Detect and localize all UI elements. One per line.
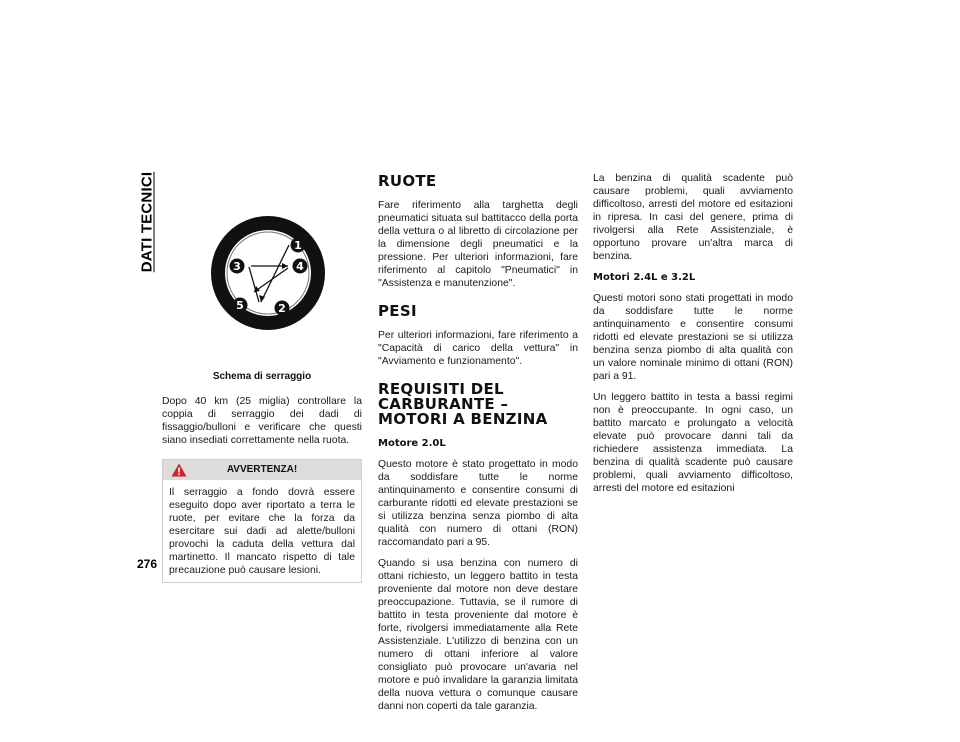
tightening-diagram — [162, 172, 362, 370]
nut-label-4: 4 — [296, 260, 304, 273]
heading-motori-24-32: Motori 2.4L e 3.2L — [593, 272, 696, 283]
motori2432-paragraph-2: Un leggero battito in testa a bassi regimi non è preoccupante. In ogni caso, un battito marcato e prolungato a velocità elevate può provocare danni tali da richiedere assistenza immediata. La benzina di qualità scadente può causare problemi, quali avviamento difficoltoso, arresti del motore ed esitazioni — [593, 392, 793, 494]
nut-label-2: 2 — [278, 302, 286, 315]
heading-carburante: REQUISITI DEL CARBURANTE – MOTORI A BENZINA — [378, 380, 548, 428]
column-middle — [378, 172, 578, 721]
column-left — [162, 172, 362, 583]
nut-label-5: 5 — [236, 299, 244, 312]
ruote-paragraph: Fare riferimento alla targhetta degli pneumatici situata sul battitacco della porta della vettura o al libretto di circolazione per la dimensione degli pneumatici e la pressione. Per ulteriori informazioni, fare riferimento al capitolo "Pneumatici" in "Assistenza e manutenzione". — [378, 200, 578, 289]
motore20-paragraph-3: La benzina di qualità scadente può causare problemi, quali avviamento difficoltoso, arresti del motore ed esitazioni in ripresa. In casi del genere, prima di rivolgersi alla Rete Assistenziale, è opportuno provare un'altra marca di benzina. — [593, 173, 793, 262]
section-title-text: DATI TECNICI — [138, 171, 156, 273]
motore20-paragraph-2: Quando si usa benzina con numero di ottani richiesto, un leggero battito in testa proveniente dal motore non deve destare preoccupazione. Tuttavia, se il rumore di battito in testa proveniente dal motore è forte, rivolgersi immediatamente alla Rete Assistenziale. L'utilizzo di benzina con un numero di ottani inferiore al valore consigliato può provocare un'avaria nel motore e può invalidare la garanzia limitata della nuova vettura o comunque causare danni non coperti da tale garanzia. — [378, 558, 578, 712]
heading-ruote: RUOTE — [378, 172, 437, 190]
wheel-tightening-diagram — [209, 214, 327, 332]
figure-caption: Schema di serraggio — [212, 371, 312, 382]
motore20-paragraph-1: Questo motore è stato progettato in modo da soddisfare tutte le norme antinquinamento e consentire consumi di carburante ridotti ed elevate prestazioni se si utilizza benzina senza piombo di alta qualità con numero di ottani (RON) raccomandato pari a 95. — [378, 459, 578, 548]
column-right — [593, 172, 793, 503]
nut-label-3: 3 — [233, 260, 241, 273]
warning-header — [163, 460, 361, 480]
heading-motore-20: Motore 2.0L — [378, 438, 446, 449]
warning-title: AVVERTENZA! — [226, 464, 298, 475]
warning-box — [162, 459, 362, 583]
motori2432-paragraph-1: Questi motori sono stati progettati in modo da soddisfare tutte le norme antinquinamento e consentire consumi ridotti ed elevate prestazioni se si utilizza benzina senza piombo di alta qualità con un valore nominale minimo di ottani (RON) pari a 91. — [593, 293, 793, 382]
warning-text: Il serraggio a fondo dovrà essere eseguito dopo aver riportato a terra le ruote, per evitare che la forza da esercitare sui dadi ad alette/bulloni provochi la caduta della vettura dal martinetto. Il mancato rispetto di tale precauzione può causare lesioni. — [169, 487, 355, 576]
page-number: 276 — [137, 557, 158, 571]
section-side-title — [138, 171, 156, 273]
warning-body — [163, 480, 361, 582]
warning-triangle-icon — [171, 463, 187, 477]
intro-paragraph: Dopo 40 km (25 miglia) controllare la coppia di serraggio dei dadi di fissaggio/bulloni e verificare che questi siano insediati correttamente nella ruota. — [162, 396, 362, 446]
nut-label-1: 1 — [294, 239, 302, 252]
heading-pesi: PESI — [378, 302, 417, 320]
pesi-paragraph: Per ulteriori informazioni, fare riferimento a "Capacità di carico della vettura" in "Avviamento e funzionamento". — [378, 330, 578, 367]
